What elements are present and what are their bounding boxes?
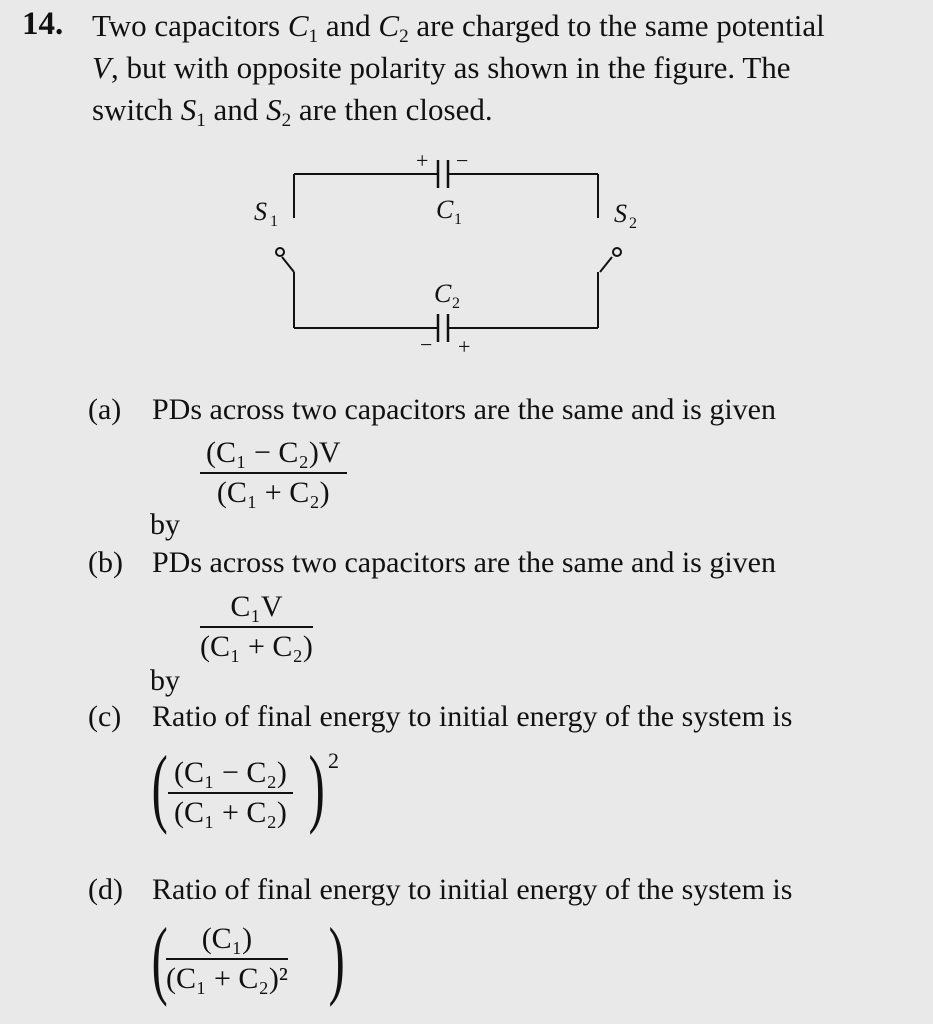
c2-plus-sign: + xyxy=(458,334,471,359)
close-paren: ) xyxy=(308,739,325,836)
c2-minus-sign: − xyxy=(420,332,433,357)
option-b-text: PDs across two capacitors are the same and is given xyxy=(152,546,776,579)
symbol-c: C xyxy=(378,8,400,43)
question-text: Two capacitors xyxy=(92,8,288,43)
subscript: 1 xyxy=(308,25,319,47)
subscript: 1 xyxy=(196,109,206,131)
option-a-label: (a) xyxy=(88,393,122,426)
option-b-fraction xyxy=(200,590,313,664)
switch-s1-terminal xyxy=(276,248,284,256)
option-c-text: Ratio of final energy to initial energy of the system is xyxy=(152,700,793,733)
c1-minus-sign: − xyxy=(456,148,469,173)
subscript: 2 xyxy=(281,109,292,131)
option-a-fraction xyxy=(200,436,347,510)
c1-label-sub: 1 xyxy=(454,211,462,228)
question-text: and xyxy=(205,92,267,127)
option-d-fraction xyxy=(166,922,288,996)
symbol-s: S xyxy=(266,92,282,127)
c2-label: C xyxy=(434,279,452,308)
c2-label-sub: 2 xyxy=(452,295,460,312)
s2-label: S xyxy=(614,199,627,228)
s1-label: S xyxy=(254,197,267,226)
subscript: 2 xyxy=(399,25,409,47)
switch-s2-blade xyxy=(600,257,612,272)
fraction-denominator: (C₁ + C₂) xyxy=(216,476,330,509)
fraction-denominator: (C₁ + C₂) xyxy=(200,630,313,663)
question-line-3 xyxy=(92,92,493,131)
question-line-2 xyxy=(92,50,791,86)
symbol-v: V xyxy=(92,50,111,85)
question-line-1 xyxy=(92,8,825,47)
question-number: 14. xyxy=(22,6,64,42)
close-paren: ) xyxy=(328,911,345,1008)
fraction-numerator: (C₁ − C₂) xyxy=(174,756,287,789)
switch-s1-blade xyxy=(282,257,294,272)
option-b-by: by xyxy=(150,664,180,697)
circuit-diagram xyxy=(240,140,660,370)
option-d-text: Ratio of final energy to initial energy of the system is xyxy=(152,873,793,906)
question-text: are then closed. xyxy=(291,92,493,127)
switch-s2-terminal xyxy=(613,248,621,256)
option-d-label: (d) xyxy=(88,873,123,906)
symbol-s: S xyxy=(180,92,197,127)
fraction-numerator: (C₁ − C₂)V xyxy=(206,436,341,469)
fraction-denominator: (C₁ + C₂)² xyxy=(166,962,288,995)
option-c-exponent: 2 xyxy=(328,748,339,773)
option-a-text: PDs across two capacitors are the same and is given xyxy=(152,393,776,426)
option-b-label: (b) xyxy=(88,546,123,579)
symbol-c: C xyxy=(287,8,309,43)
option-a-by: by xyxy=(150,508,180,541)
fraction-numerator: C₁V xyxy=(230,590,283,623)
open-paren: ( xyxy=(151,739,168,836)
question-text: , but with opposite polarity as shown in the figure. The xyxy=(110,50,791,85)
option-c-label: (c) xyxy=(88,700,122,733)
s1-label-sub: 1 xyxy=(270,213,278,230)
fraction-denominator: (C₁ + C₂) xyxy=(174,796,287,829)
c1-label: C xyxy=(436,195,454,224)
fraction-numerator: (C₁) xyxy=(201,922,253,955)
question-text: switch xyxy=(92,92,181,127)
option-c-fraction xyxy=(168,756,293,830)
open-paren: ( xyxy=(151,911,168,1008)
s2-label-sub: 2 xyxy=(629,215,637,232)
question-text: are charged to the same potential xyxy=(408,8,825,43)
question-text: and xyxy=(318,8,379,43)
c1-plus-sign: + xyxy=(416,148,429,173)
